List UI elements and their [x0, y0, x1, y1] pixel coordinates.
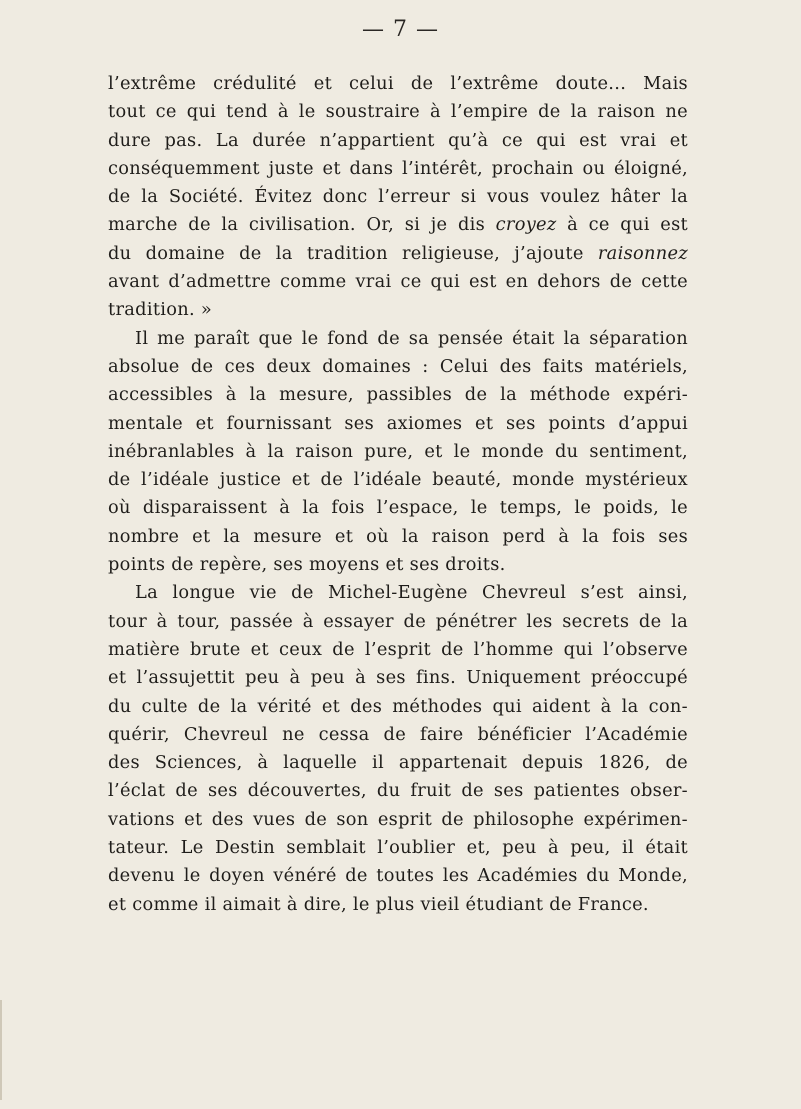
page-number: — 7 — — [362, 17, 439, 42]
text-line-10: Il me paraît que le fond de sa pensée était la séparation — [135, 327, 688, 349]
text-line-23: du culte de la vérité et des méthodes qui aident à la con- — [108, 695, 688, 717]
text-line-12: accessibles à la mesure, passibles de la méthode expéri- — [108, 384, 688, 406]
text-line-6-start: marche de la civilisation. Or, si je dis — [108, 214, 496, 236]
text-line-1: l’extrême crédulité et celui de l’extrême doute... Mais — [108, 73, 688, 94]
text-line-16: où disparaissent à la fois l’espace, le temps, le poids, le — [108, 497, 688, 519]
text-line-7-start: du domaine de la tradition religieuse, j’ajoute — [108, 242, 598, 264]
text-line-3: dure pas. La durée n’appartient qu’à ce qui est vrai et — [108, 129, 688, 151]
text-line-6-end: à ce qui est — [556, 214, 688, 236]
text-line-11: absolue de ces deux domaines : Celui des faits matériels, — [108, 355, 688, 377]
italic-word-raisonnez: raisonnez — [597, 242, 688, 264]
text-line-27: vations et des vues de son esprit de philosophe expérimen- — [108, 808, 688, 830]
text-line-29: devenu le doyen vénéré de toutes les Académies du Monde, — [108, 865, 688, 887]
text-line-4: conséquemment juste et dans l’intérêt, prochain ou éloigné, — [108, 157, 688, 179]
text-line-14: inébranlables à la raison pure, et le monde du sentiment, — [108, 440, 688, 462]
text-line-22: et l’assujettit peu à peu à ses fins. Uniquement préoccupé — [108, 667, 688, 689]
text-line-19: La longue vie de Michel-Eugène Chevreul s’est ainsi, — [135, 582, 688, 604]
text-line-26: l’éclat de ses découvertes, du fruit de ses patientes obser- — [108, 780, 688, 802]
italic-word-croyez: croyez — [495, 214, 557, 236]
text-line-9: tradition. » — [108, 299, 213, 321]
text-line-8: avant d’admettre comme vrai ce qui est en dehors de cette — [108, 271, 688, 293]
text-line-6 — [108, 211, 688, 239]
text-line-13: mentale et fournissant ses axiomes et ses points d’appui — [108, 412, 688, 434]
text-line-24: quérir, Chevreul ne cessa de faire bénéficier l’Académie — [108, 723, 688, 745]
scan-edge-mark — [0, 1000, 2, 1100]
body-text — [108, 70, 688, 919]
text-line-28: tateur. Le Destin semblait l’oublier et, peu à peu, il était — [108, 837, 688, 859]
text-line-30: et comme il aimait à dire, le plus vieil étudiant de France. — [108, 893, 649, 915]
text-line-7 — [108, 240, 688, 268]
text-line-25: des Sciences, à laquelle il appartenait depuis 1826, de — [108, 752, 688, 774]
text-line-2: tout ce qui tend à le soustraire à l’empire de la raison ne — [108, 101, 688, 123]
text-line-20: tour à tour, passée à essayer de pénétrer les secrets de la — [108, 610, 688, 632]
text-line-18: points de repère, ses moyens et ses droits. — [108, 554, 506, 576]
text-line-15: de l’idéale justice et de l’idéale beauté, monde mystérieux — [108, 469, 688, 491]
text-line-5: de la Société. Évitez donc l’erreur si vous voulez hâter la — [108, 186, 688, 208]
text-line-21: matière brute et ceux de l’esprit de l’homme qui l’observe — [108, 638, 688, 660]
text-line-17: nombre et la mesure et où la raison perd à la fois ses — [108, 525, 688, 547]
